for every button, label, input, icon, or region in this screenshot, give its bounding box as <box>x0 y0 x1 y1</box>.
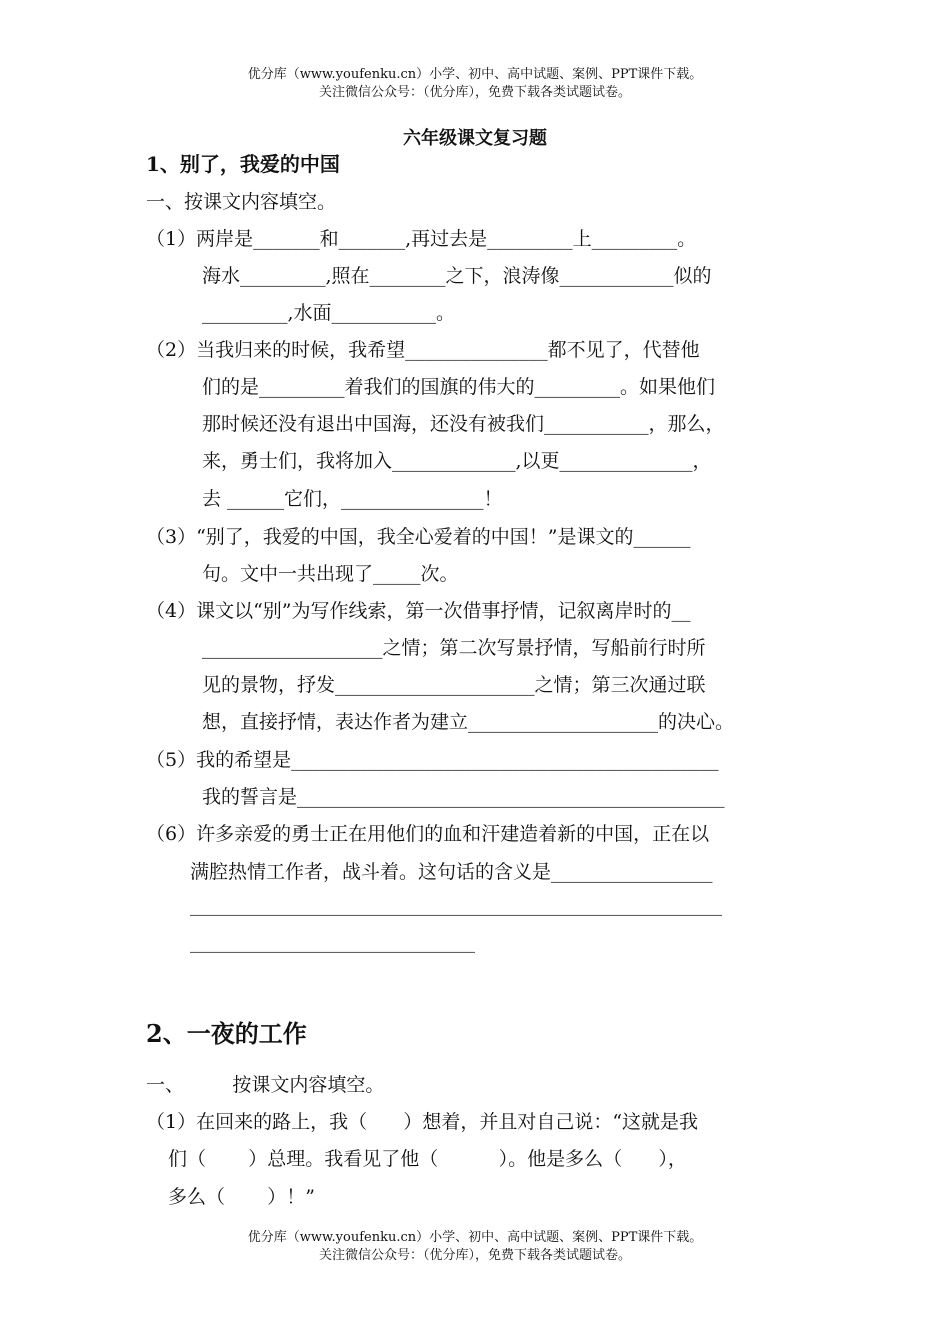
page-footer <box>0 1229 950 1265</box>
page-header <box>0 66 950 102</box>
question-2-line-3: 那时候还没有退出中国海，还没有被我们___________，那么， <box>202 413 725 435</box>
section-2-title: 2、一夜的工作 <box>146 1019 307 1048</box>
question-2-line-5: 去 ______它们，_______________！ <box>202 488 503 510</box>
question-5-line-2: 我的誓言是_____________________________________________ <box>202 786 725 808</box>
question-4-line-2: ___________________之情；第二次写景抒情，写船前行时所 <box>202 637 706 659</box>
question-6-line-1: （6）许多亲爱的勇士正在用他们的血和汗建造着新的中国，正在以 <box>146 823 710 845</box>
question-3-line-2: 句。文中一共出现了_____次。 <box>202 563 459 585</box>
question-6-line-2: 满腔热情工作者，战斗着。这句话的含义是_________________ <box>190 861 713 883</box>
question-1-line-2: 海水_________,照在________之下，浪涛像____________似的 <box>202 265 712 287</box>
question-2-line-1: （2）当我归来的时候，我希望_______________都不见了，代替他 <box>146 339 700 361</box>
section-2-question-1-line-1: （1）在回来的路上，我（ ）想着，并且对自己说：“这就是我 <box>146 1111 699 1133</box>
header-line-1: 优分库（www.youfenku.cn）小学、初中、高中试题、案例、PPT课件下载。 <box>247 67 703 82</box>
question-2-line-2: 们的是_________着我们的国旗的伟大的_________。如果他们 <box>202 376 716 398</box>
section-2-question-1-line-2: 们（ ）总理。我看见了他（ ）。他是多么（ ）， <box>168 1148 687 1170</box>
document-title: 六年级课文复习题 <box>403 128 547 149</box>
question-1-line-3: _________,水面___________。 <box>202 302 456 324</box>
footer-line-2: 关注微信公众号：（优分库），免费下载各类试题试卷。 <box>318 1248 631 1263</box>
section-1-instruction: 一、按课文内容填空。 <box>146 191 337 213</box>
question-6-answer-line-1: ________________________________________________________ <box>190 894 722 916</box>
section-1-title: 1、别了，我爱的中国 <box>146 152 340 176</box>
section-2-instruction: 一、 按课文内容填空。 <box>146 1074 385 1096</box>
header-line-2: 关注微信公众号：（优分库），免费下载各类试题试卷。 <box>318 85 631 100</box>
section-2-question-1-line-3: 多么（ ）！” <box>168 1186 315 1208</box>
question-3-line-1: （3）“别了，我爱的中国，我全心爱着的中国！”是课文的______ <box>146 526 691 548</box>
footer-line-1: 优分库（www.youfenku.cn）小学、初中、高中试题、案例、PPT课件下载。 <box>247 1230 703 1245</box>
question-5-line-1: （5）我的希望是_____________________________________________ <box>146 749 719 771</box>
question-4-line-4: 想，直接抒情，表达作者为建立____________________的决心。 <box>202 711 735 733</box>
question-6-answer-line-2: ______________________________ <box>190 931 475 953</box>
question-4-line-1: （4）课文以“别”为写作线索，第一次借事抒情，记叙离岸时的__ <box>146 600 691 622</box>
question-1-line-1: （1）两岸是_______和_______,再过去是_________上_________。 <box>146 228 697 250</box>
question-4-line-3: 见的景物，抒发_____________________之情；第三次通过联 <box>202 674 706 696</box>
question-2-line-4: 来，勇士们，我将加入_____________,以更______________， <box>202 450 712 472</box>
